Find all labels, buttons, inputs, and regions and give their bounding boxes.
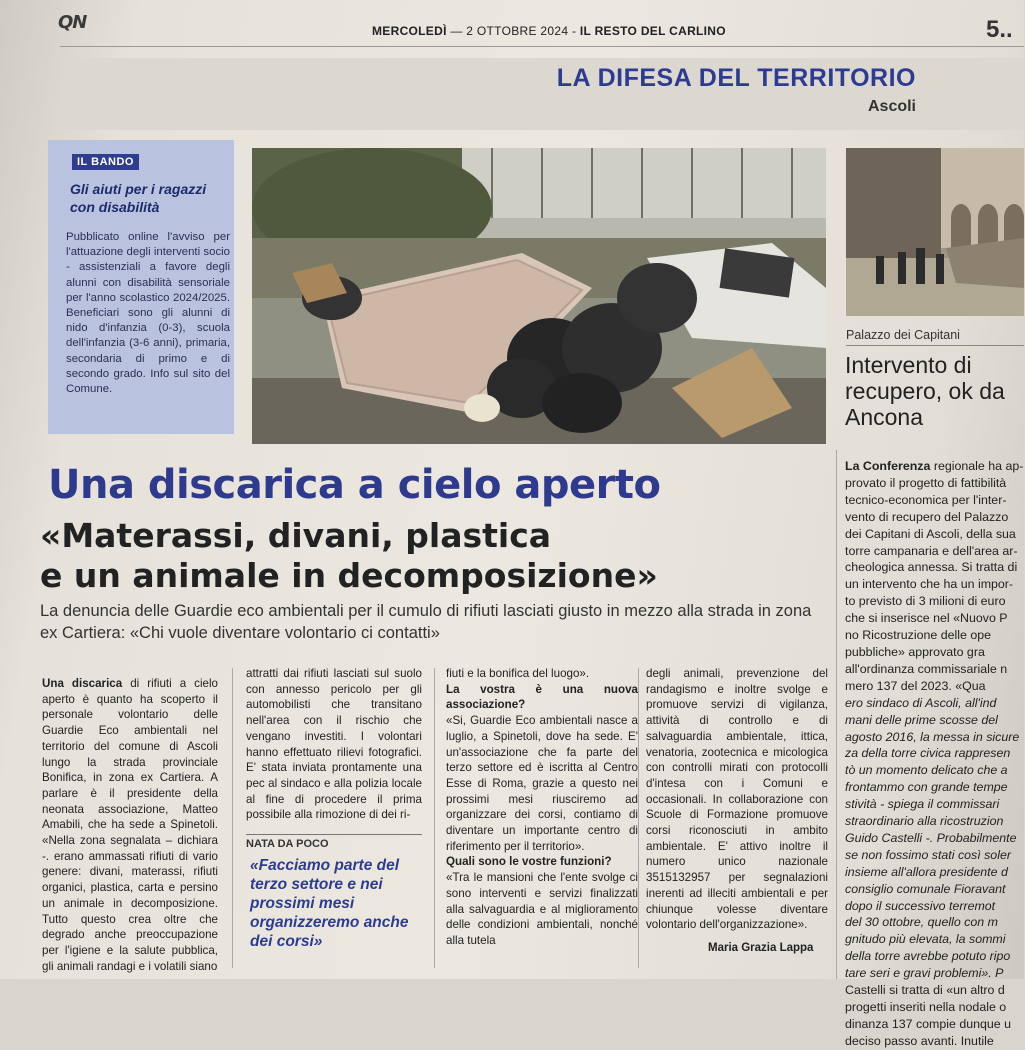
dateline-weekday: MERCOLEDÌ: [372, 24, 447, 38]
right-line: gnitudo più elevata, la sommi: [845, 932, 1006, 947]
right-line-0: La Conferenza regionale ha ap-: [845, 459, 1024, 473]
right-line: consiglio comunale Fioravant: [845, 881, 1006, 896]
byline: Maria Grazia Lappa: [708, 942, 814, 954]
column-rule: [638, 668, 639, 968]
sidebar-title: Gli aiuti per i ragazzi con disabilità: [70, 181, 207, 215]
right-line: ero sindaco di Ascoli, all'ind: [845, 695, 997, 710]
right-line: provato il progetto di fattibilità: [845, 475, 1007, 490]
right-lead: La Conferenza: [845, 459, 931, 473]
right-line: straordinario alla ricostruzion: [845, 814, 1004, 829]
right-line: vento di recupero del Palazzo: [845, 509, 1009, 524]
column-2-text: attratti dai rifiuti lasciati sul suolo con annesso pericolo per gli automobilisti che transitano nell'area con il rischio che vengano investiti. I volontari hanno effettuato rilievi fotografici. E' stata inviata prontamente una pec al sindaco e alla polizia locale al fine di procedere il prima possibile alla rimozione di dei ri-: [246, 667, 422, 822]
column-rule: [434, 668, 435, 968]
right-line: frontammo con grande tempe: [845, 780, 1008, 795]
subheadline-line-2: e un animale in decomposizione»: [40, 556, 658, 595]
dump-photo: [252, 148, 826, 444]
dateline-paper: IL RESTO DEL CARLINO: [579, 24, 726, 38]
right-line: tò un momento delicato che a: [845, 763, 1008, 778]
right-headline: Intervento di recupero, ok da Ancona: [845, 352, 1005, 430]
column-3-text-a: fiuti e la bonifica del luogo».: [446, 667, 590, 680]
article-column-4: [646, 666, 828, 933]
right-line: dei Capitani di Ascoli, della sua: [845, 526, 1016, 541]
right-line: za della torre civica rappresen: [845, 746, 1011, 761]
right-line: stività - spiega il commissari: [845, 797, 1000, 812]
palazzo-photo: [846, 148, 1024, 316]
newspaper-logo: QN: [58, 12, 87, 33]
column-1-text: di rifiuti a cielo aperto è quanto ha scoperto il personale volontario delle Guardie Eco ambientali nel territorio del comune di Ascoli lungo la strada provinciale Bonifica, in zona ex Cartiera. A parlare è il presidente della neonata associazione, Matteo Amabili, che ha sede a Spinetoli. «Nella zona segnalata – dichiara -. erano ammassati rifiuti di vario genere: divani, materassi, rifiuti organici, plastica, carta e persino un animale in decomposizione. Tutto questo crea oltre che degrado anche preoccupazione per l'igiene e la salute pubblica, gli animali randagi e i volatili siano: [42, 677, 218, 973]
right-tag-rule: [846, 345, 1024, 346]
right-line: tare seri e gravi problemi». P: [845, 966, 1004, 981]
column-4-text: degli animali, prevenzione del randagismo e inoltre svolge e promuove servizi di vigilanza, attività di controllo e di salvaguardia ambientale, ittica, venatoria, zootecnica e micologica con controlli mirati con protocolli d'intesa con i Comuni e occasionali. In collaborazione con Scuole di Formazione promuove corsi riconosciuti in ambito ambientale. E' attivo inoltre il numero unico nazionale 3515132957 per segnalazioni inerenti ad illeciti ambientali e per chiunque volesse diventare volontario dell'organizzazione».: [646, 667, 828, 932]
right-line: mero 137 del 2023. «Qua: [845, 678, 986, 693]
right-line: Castelli si tratta di «un altro d: [845, 983, 1005, 998]
column-3-text-c: «Tra le mansioni che l'ente svolge ci sono interventi e servizi finalizzati alla salvaguardia e al miglioramento delle condizioni ambientali, nonché alla tutela: [446, 871, 638, 947]
right-line: mani delle prime scosse del: [845, 712, 998, 727]
right-line: della torre avrebbe potuto ripo: [845, 949, 1011, 964]
right-line: progetti inseriti nella nodale o: [845, 1000, 1007, 1014]
right-line: tecnico-economica per l'inter-: [845, 492, 1007, 507]
sidebar-text: Pubblicato online l'avviso per l'attuazione degli interventi socio - assistenziali a favore degli alunni con disabilità sensoriale per l'anno scolastico 2024/2025. Beneficiari sono gli alunni di nido d'infanzia (0-3), scuola dell'infanzia (3-6 anni), primaria, secondaria di primo e di secondo grado. Info sul sito del Comune.: [66, 231, 230, 396]
right-tag: Palazzo dei Capitani: [846, 328, 960, 342]
right-line: cheologica annessa. Si tratta di: [845, 560, 1018, 575]
page-number: 5..: [986, 16, 1013, 43]
article-column-1: [42, 676, 218, 974]
dateline-date: 2 OTTOBRE 2024: [466, 24, 569, 38]
right-line: Guido Castelli -. Probabilmente: [845, 830, 1017, 845]
sidebar-tag: IL BANDO: [72, 154, 139, 170]
column-rule: [836, 450, 837, 979]
right-line: se non fossimo stati così soler: [845, 847, 1011, 862]
article-column-2: [246, 666, 422, 823]
quote-rule: [246, 834, 422, 835]
right-line: to previsto di 3 milioni di euro: [845, 594, 1006, 609]
pull-quote: «Facciamo parte del terzo settore e nei prossimi mesi organizzeremo anche dei corsi»: [250, 857, 409, 950]
right-line: no Ricostruzione delle ope: [845, 628, 992, 643]
right-line: dinanza 137 compie dunque u: [845, 1016, 1012, 1031]
right-line: all'ordinanza commissariale n: [845, 661, 1008, 676]
header-rule: [60, 46, 1024, 47]
right-line: che si inserisce nel «Nuovo P: [845, 611, 1008, 626]
subheadline-line-1: «Materassi, divani, plastica: [40, 516, 552, 555]
article-headline: Una discarica a cielo aperto: [48, 462, 661, 508]
column-3-question-1: La vostra è una nuova associazione?: [446, 682, 638, 712]
column-3-question-2: Quali sono le vostre funzioni?: [446, 855, 612, 869]
right-line: agosto 2016, la messa in sicure: [845, 729, 1020, 744]
quote-tag: NATA DA POCO: [246, 838, 329, 850]
right-line: un intervento che ha un impor-: [845, 577, 1014, 592]
column-rule: [232, 668, 233, 968]
section-title: LA DIFESA DEL TERRITORIO: [556, 64, 916, 92]
dateline-sep2: -: [571, 24, 580, 38]
palazzo-photo-illustration: [846, 148, 1024, 316]
article-column-3: [446, 666, 638, 949]
article-deck: La denuncia delle Guardie eco ambientali per il cumulo di rifiuti lasciati giusto in mezzo alla strada in zona ex Cartiera: «Chi vuole diventare volontario ci contatti»: [40, 602, 812, 642]
dump-photo-illustration: [252, 148, 826, 444]
right-line: deciso passo avanti. Inutile: [845, 1033, 994, 1048]
right-line: dopo il successivo terremot: [845, 898, 996, 913]
section-subtitle: Ascoli: [867, 98, 916, 115]
right-line: insieme all'allora presidente d: [845, 864, 1008, 879]
article-subheadline: [40, 516, 658, 596]
dateline: [372, 24, 726, 38]
right-text: [845, 458, 1025, 1050]
column-1-lead: Una discarica: [42, 677, 123, 690]
dateline-sep: —: [450, 24, 467, 38]
right-line: del 30 ottobre, quello con m: [845, 915, 998, 930]
right-line: torre campanaria e dell'area ar-: [845, 543, 1018, 558]
right-line: pubbliche» approvato gra: [845, 644, 985, 659]
column-3-text-b: «Si, Guardie Eco ambientali nasce a luglio, a Spinetoli, dove ha sede. E' un'associazione che fa parte del terzo settore ed è iscritta al Centro Esse di Roma, grazie a questo nei prossimi mesi riusciremo ad organizzare dei corsi, contiamo di diventare un importante centro di riferimento per il territorio».: [446, 714, 638, 853]
